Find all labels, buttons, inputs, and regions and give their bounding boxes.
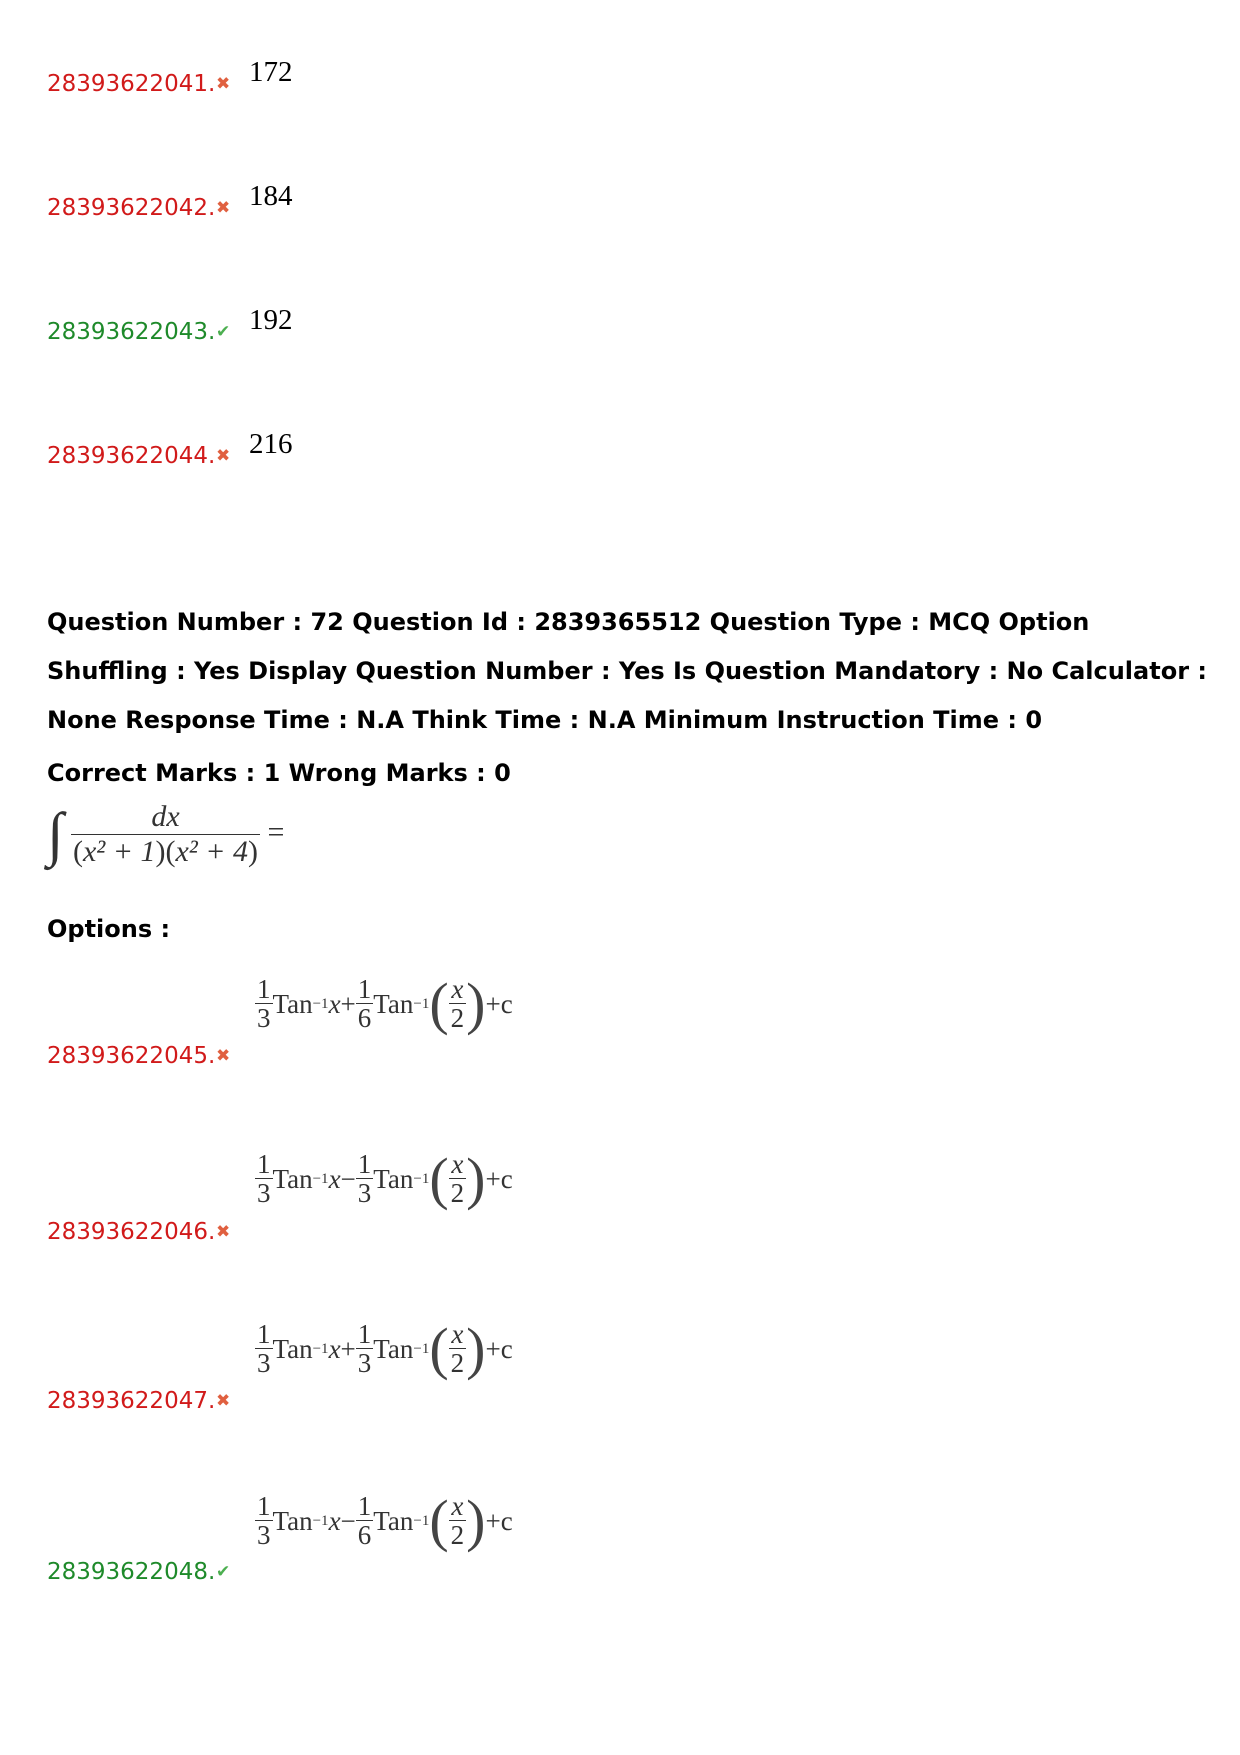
constant: +c: [485, 1333, 513, 1364]
inverse-exp: −1: [312, 995, 329, 1012]
option-row-2: [47, 1206, 347, 1246]
tan-label: Tan: [272, 1163, 313, 1194]
num: 1: [357, 974, 372, 1004]
half-frac: [449, 1321, 467, 1377]
coef-2: [356, 1321, 374, 1377]
option-row-4: [47, 1546, 347, 1586]
var-x: x: [328, 988, 341, 1019]
denominator-factor-a: x² + 1: [82, 835, 156, 868]
num: x: [451, 974, 464, 1004]
right-paren: ): [466, 1146, 486, 1211]
tan-label: Tan: [373, 988, 414, 1019]
num: 1: [257, 1319, 271, 1349]
prev-option-1: [47, 28, 747, 98]
operator: −: [340, 1505, 356, 1536]
option-row-1: [47, 1030, 347, 1070]
num: 1: [257, 974, 271, 1004]
inverse-exp: −1: [312, 1512, 329, 1529]
coef-2: [356, 1151, 374, 1207]
options-label: Options :: [47, 915, 171, 943]
fraction-denominator: (x² + 1)(x² + 4): [72, 835, 259, 868]
den: 2: [450, 1003, 465, 1033]
coef-1: [255, 1493, 273, 1549]
check-mark-icon: ✔: [216, 322, 231, 342]
den: 3: [257, 1348, 271, 1378]
var-x: x: [328, 1163, 341, 1194]
constant: +c: [485, 1505, 513, 1536]
option-id: 28393622043.: [47, 319, 216, 345]
constant: +c: [485, 988, 513, 1019]
prev-option-2: [47, 152, 747, 222]
option-value: 192: [249, 304, 293, 336]
question-fraction: [71, 800, 260, 869]
den: 6: [357, 1520, 372, 1550]
den: 6: [357, 1003, 372, 1033]
option-formula-2: [255, 1146, 513, 1211]
integral-sign: ∫: [47, 801, 64, 867]
wrong-mark-icon: ✖: [216, 198, 231, 218]
den: 3: [257, 1178, 271, 1208]
inverse-exp: −1: [413, 1512, 430, 1529]
num: 1: [357, 1319, 372, 1349]
tan-label: Tan: [272, 1505, 313, 1536]
num: 1: [257, 1149, 271, 1179]
option-value: 184: [249, 180, 293, 212]
right-paren: ): [466, 1316, 486, 1381]
wrong-mark-icon: ✖: [216, 1222, 231, 1242]
coef-1: [255, 1321, 273, 1377]
den: 2: [450, 1348, 465, 1378]
left-paren: (: [429, 1146, 449, 1211]
num: x: [451, 1491, 464, 1521]
num: x: [451, 1319, 464, 1349]
inverse-exp: −1: [312, 1340, 329, 1357]
num: 1: [357, 1491, 372, 1521]
right-paren: ): [466, 1488, 486, 1553]
constant: +c: [485, 1163, 513, 1194]
wrong-mark-icon: ✖: [216, 74, 231, 94]
prev-option-3: [47, 276, 747, 346]
question-formula: [47, 800, 284, 869]
inverse-exp: −1: [413, 1170, 430, 1187]
fraction-numerator: dx: [151, 800, 180, 833]
num: x: [451, 1149, 464, 1179]
option-id: 28393622041.: [47, 71, 216, 97]
wrong-mark-icon: ✖: [216, 1391, 231, 1411]
option-value: 216: [249, 428, 293, 460]
inverse-exp: −1: [413, 1340, 430, 1357]
tan-label: Tan: [272, 988, 313, 1019]
den: 2: [450, 1178, 465, 1208]
coef-2: [356, 976, 374, 1032]
wrong-mark-icon: ✖: [216, 446, 231, 466]
coef-1: [255, 976, 273, 1032]
tan-label: Tan: [373, 1505, 414, 1536]
den: 3: [257, 1003, 271, 1033]
option-formula-1: [255, 971, 513, 1036]
num: 1: [257, 1491, 271, 1521]
inverse-exp: −1: [312, 1170, 329, 1187]
num: 1: [357, 1149, 372, 1179]
denominator-factor-b: x² + 4: [175, 835, 249, 868]
right-paren: ): [466, 971, 486, 1036]
left-paren: (: [429, 971, 449, 1036]
operator: −: [340, 1163, 356, 1194]
option-formula-4: [255, 1488, 513, 1553]
tan-label: Tan: [373, 1163, 414, 1194]
wrong-mark-icon: ✖: [216, 1046, 231, 1066]
operator: +: [340, 988, 356, 1019]
coef-1: [255, 1151, 273, 1207]
den: 2: [450, 1520, 465, 1550]
equals-sign: =: [267, 815, 285, 849]
left-paren: (: [429, 1316, 449, 1381]
operator: +: [340, 1333, 356, 1364]
option-id: 28393622048.: [47, 1559, 216, 1585]
half-frac: [449, 1151, 467, 1207]
option-formula-3: [255, 1316, 513, 1381]
check-mark-icon: ✔: [216, 1562, 231, 1582]
var-x: x: [328, 1505, 341, 1536]
var-x: x: [328, 1333, 341, 1364]
coef-2: [356, 1493, 374, 1549]
tan-label: Tan: [272, 1333, 313, 1364]
half-frac: [449, 1493, 467, 1549]
option-id: 28393622045.: [47, 1043, 216, 1069]
tan-label: Tan: [373, 1333, 414, 1364]
option-id: 28393622047.: [47, 1388, 216, 1414]
den: 3: [357, 1348, 372, 1378]
option-id: 28393622042.: [47, 195, 216, 221]
den: 3: [257, 1520, 271, 1550]
prev-option-4: [47, 400, 747, 470]
option-id: 28393622046.: [47, 1219, 216, 1245]
inverse-exp: −1: [413, 995, 430, 1012]
half-frac: [449, 976, 467, 1032]
marks-info: Correct Marks : 1 Wrong Marks : 0: [47, 759, 511, 787]
question-meta: Question Number : 72 Question Id : 2839365512 Question Type : MCQ Option Shuffling : Yes Display Question Number : Yes Is Question Mandatory : No Calculator : None Response Time : N.A Think Time : N.A Minimum Instruction Time : 0: [47, 608, 1207, 734]
option-id: 28393622044.: [47, 443, 216, 469]
option-value: 172: [249, 56, 293, 88]
option-row-3: [47, 1375, 347, 1415]
den: 3: [357, 1178, 372, 1208]
left-paren: (: [429, 1488, 449, 1553]
